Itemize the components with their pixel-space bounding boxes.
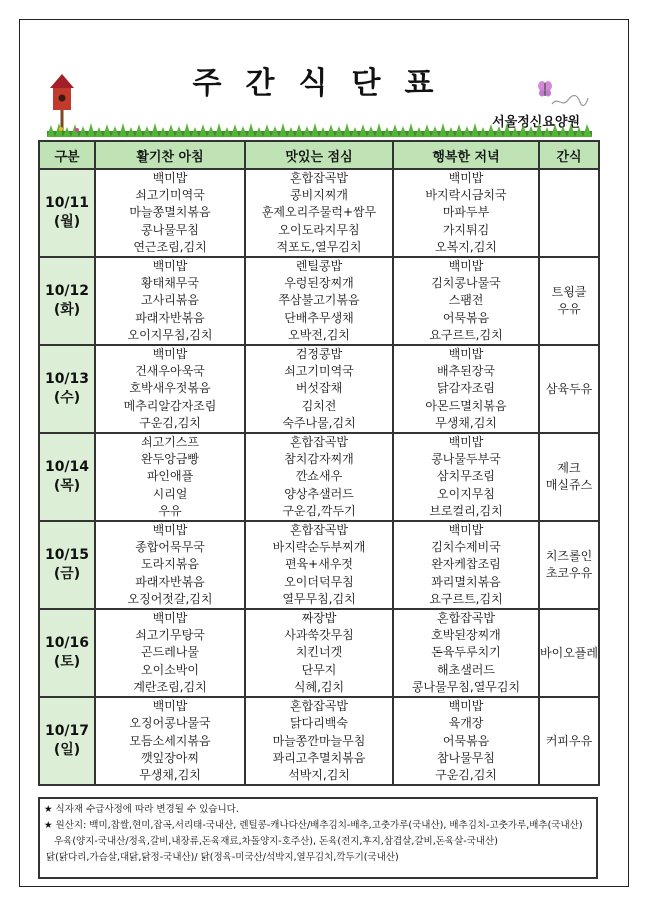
col-header-day: 구분 [39, 141, 95, 169]
menu-item: 닭다리백숙 [290, 716, 348, 731]
breakfast-cell [95, 609, 245, 697]
menu-item: 요구르트,김치 [429, 327, 503, 342]
table-row [39, 609, 599, 697]
menu-item: 숙주나물,김치 [282, 415, 356, 430]
dinner-cell [393, 169, 539, 257]
menu-item: 쇠고기무탕국 [135, 628, 205, 643]
menu-item: 오복지,김치 [435, 239, 497, 254]
menu-item: 마파두부 [442, 205, 490, 220]
weekday-label: (수) [53, 390, 81, 407]
col-header-snack: 간식 [539, 141, 599, 169]
menu-item: 콩나물무침,열무김치 [411, 679, 521, 694]
menu-item: 식혜,김치 [293, 679, 345, 694]
date-label: 10/15 [44, 547, 90, 564]
breakfast-cell [95, 257, 245, 345]
menu-item: 혼합잡곡밥 [290, 523, 348, 538]
snack-item: 매실쥬스 [545, 478, 593, 493]
day-cell [39, 257, 95, 345]
menu-item: 깻잎장아찌 [141, 750, 199, 765]
menu-item: 석박지,김치 [288, 767, 350, 782]
snack-cell [539, 521, 599, 609]
menu-item: 우렁된장찌개 [284, 276, 354, 291]
menu-item: 배추된장국 [437, 364, 495, 379]
snack-item: 트윙클 [551, 285, 587, 300]
menu-item: 쭈삼불고기볶음 [278, 293, 360, 308]
menu-item: 해초샐러드 [437, 662, 495, 677]
menu-item: 완자케찹조림 [431, 557, 501, 572]
date-label: 10/12 [44, 283, 90, 300]
weekday-label: (금) [53, 566, 81, 583]
menu-item: 돈육두루치기 [431, 645, 501, 660]
date-label: 10/17 [44, 723, 90, 740]
menu-item: 시리얼 [152, 486, 188, 501]
menu-item: 혼합잡곡밥 [290, 435, 348, 450]
organization-name: 서울정신요양원 [492, 115, 580, 130]
snack-item: 우유 [557, 302, 581, 317]
menu-item: 스팸전 [448, 293, 484, 308]
menu-item: 마늘쫑깐마늘무침 [272, 733, 366, 748]
snack-cell [539, 697, 599, 785]
menu-item: 백미밥 [448, 523, 484, 538]
menu-item: 바지락시금치국 [425, 188, 507, 203]
header-row [39, 141, 599, 169]
note-line: ★ 식자재 수급사정에 따라 변경될 수 있습니다. [44, 804, 239, 815]
breakfast-cell [95, 345, 245, 433]
menu-item: 오이더덕무침 [284, 574, 354, 589]
menu-item: 무생채,김치 [435, 415, 497, 430]
weekday-label: (목) [53, 478, 81, 495]
breakfast-cell [95, 521, 245, 609]
note-line: ★ 원산지: 백미,찹쌀,현미,잡곡,서리태-국내산, 렌틸콩-캐나다산/배추김치-배추,고춧가루(국내산), 배추김치-고춧가루,배추(국내산) [44, 820, 583, 831]
weekday-label: (월) [53, 214, 81, 230]
table-row [39, 257, 599, 345]
menu-item: 삼치무조림 [437, 469, 495, 484]
col-header-breakfast: 활기찬 아침 [95, 141, 245, 169]
dinner-cell [393, 433, 539, 521]
snack-cell [539, 433, 599, 521]
menu-item: 단배추무생채 [284, 310, 354, 325]
menu-item: 오이지무침,김치 [127, 327, 213, 342]
snack-item: 커피우유 [545, 733, 593, 748]
flight-path-decoration [550, 92, 590, 108]
menu-item: 닭감자조림 [437, 381, 495, 396]
menu-item: 파인애플 [146, 469, 194, 484]
menu-item: 김치전 [301, 398, 337, 413]
day-cell [39, 433, 95, 521]
menu-item: 어묵볶음 [442, 733, 490, 748]
menu-item: 편육+새우젓 [284, 557, 353, 572]
lunch-cell [245, 433, 393, 521]
lunch-cell [245, 345, 393, 433]
menu-item: 고사리볶음 [141, 293, 199, 308]
note-line: 닭(닭다리,가슴살,대닭,닭정-국내산)/ 닭(정육-미국산/석박지,열무김치,깍두기(국내산) [46, 852, 399, 863]
menu-item: 적포도,열무김치 [276, 239, 362, 254]
menu-item: 쇠고기미역국 [135, 188, 205, 203]
menu-item: 김치콩나물국 [431, 276, 501, 291]
menu-item: 쇠고기미역국 [284, 364, 354, 379]
snack-cell [539, 257, 599, 345]
menu-item: 버섯잡채 [295, 381, 343, 396]
menu-item: 우유 [158, 503, 182, 518]
menu-item: 깐쇼새우 [295, 469, 343, 484]
menu-item: 종합어묵무국 [135, 540, 205, 555]
snack-item: 바이오플레 [540, 645, 598, 660]
day-cell [39, 697, 95, 785]
menu-item: 어묵볶음 [442, 310, 490, 325]
menu-item: 메추리알감자조림 [123, 398, 217, 413]
grass-decoration [47, 121, 592, 137]
menu-item: 콩나물두부국 [431, 452, 501, 467]
table-row [39, 521, 599, 609]
dinner-cell [393, 257, 539, 345]
menu-item: 구운김,김치 [139, 415, 201, 430]
menu-item: 요구르트,김치 [429, 591, 503, 606]
menu-item: 구운김,깍두기 [282, 503, 356, 518]
day-cell [39, 169, 95, 257]
menu-item: 사과쑥갓무침 [284, 628, 354, 643]
menu-item: 렌틸콩밥 [295, 259, 343, 274]
lunch-cell [245, 697, 393, 785]
date-label: 10/13 [44, 371, 90, 388]
lunch-cell [245, 257, 393, 345]
menu-item: 계란조림,김치 [133, 679, 207, 694]
table-row [39, 345, 599, 433]
note-line: 우육(양지-국내산/정육,갈비,내장류,돈육재료,차돌양지-호주산), 돈육(전지,후지,삼겹살,갈비,돈육살-국내산) [54, 836, 498, 847]
menu-item: 아몬드멸치볶음 [425, 398, 507, 413]
menu-item: 완두앙금빵 [141, 452, 199, 467]
breakfast-cell [95, 169, 245, 257]
menu-item: 콩나물무침 [141, 222, 199, 237]
menu-item: 오박전,김치 [288, 327, 350, 342]
table-row [39, 697, 599, 785]
menu-item: 양상추샐러드 [284, 486, 354, 501]
breakfast-cell [95, 433, 245, 521]
menu-item: 단무지 [301, 662, 337, 677]
col-header-lunch: 맛있는 점심 [245, 141, 393, 169]
snack-item: 초코우유 [545, 566, 593, 581]
day-cell [39, 521, 95, 609]
dinner-cell [393, 609, 539, 697]
menu-item: 백미밥 [448, 259, 484, 274]
snack-cell [539, 609, 599, 697]
snack-item: 삼육두유 [545, 381, 593, 396]
weekday-label: (화) [53, 302, 81, 319]
menu-item: 연근조림,김치 [133, 239, 207, 254]
menu-item: 꽈리멸치볶음 [431, 574, 501, 589]
table-row [39, 433, 599, 521]
menu-item: 육개장 [448, 716, 484, 731]
dinner-cell [393, 521, 539, 609]
day-cell [39, 609, 95, 697]
menu-item: 오이소박이 [141, 662, 199, 677]
menu-item: 바지락순두부찌개 [272, 540, 366, 555]
notes-box [38, 797, 598, 879]
menu-item: 백미밥 [448, 171, 484, 185]
menu-item: 백미밥 [152, 611, 188, 626]
menu-item: 오이지무침 [437, 486, 495, 501]
menu-item: 쇠고기스프 [141, 435, 199, 450]
page-title: 주간식단표 [192, 66, 458, 101]
menu-item: 백미밥 [152, 523, 188, 538]
menu-item: 백미밥 [448, 699, 484, 714]
menu-item: 호박된장찌개 [431, 628, 501, 643]
date-label: 10/14 [44, 459, 90, 476]
weekday-label: (토) [53, 654, 81, 671]
menu-item: 치킨너겟 [295, 645, 343, 660]
menu-item: 백미밥 [152, 347, 188, 362]
menu-item: 마늘쫑멸치볶음 [129, 205, 211, 220]
menu-item: 가지튀김 [442, 222, 490, 237]
menu-item: 검정콩밥 [295, 347, 343, 362]
menu-item: 백미밥 [152, 699, 188, 714]
menu-item: 구운김,김치 [435, 767, 497, 782]
menu-item: 김치수제비국 [431, 540, 501, 555]
menu-item: 곤드레나물 [141, 645, 199, 660]
menu-item: 참치감자찌개 [284, 452, 354, 467]
date-label: 10/11 [44, 195, 90, 211]
menu-item: 파래자반볶음 [135, 310, 205, 325]
menu-item: 혼합잡곡밥 [290, 699, 348, 714]
menu-item: 모듬소세지볶음 [129, 733, 211, 748]
menu-item: 백미밥 [448, 435, 484, 450]
menu-item: 콩비지찌개 [290, 188, 348, 203]
lunch-cell [245, 169, 393, 257]
menu-item: 오징어콩나물국 [129, 716, 211, 731]
menu-item: 백미밥 [448, 347, 484, 362]
menu-item: 브로컬리,김치 [429, 503, 503, 518]
weekday-label: (일) [53, 742, 81, 759]
menu-item: 꽈리고추멸치볶음 [272, 750, 366, 765]
snack-item: 제크 [557, 461, 581, 476]
menu-item: 파래자반볶음 [135, 574, 205, 589]
col-header-dinner: 행복한 저녁 [393, 141, 539, 169]
menu-item: 참나물무침 [437, 750, 495, 765]
menu-item: 백미밥 [152, 259, 188, 274]
menu-item: 오징어젓갈,김치 [127, 591, 213, 606]
table-row [39, 169, 599, 257]
menu-item: 무생채,김치 [139, 767, 201, 782]
menu-item: 열무무침,김치 [282, 591, 356, 606]
snack-cell [539, 169, 599, 257]
dinner-cell [393, 697, 539, 785]
menu-item: 훈제오리주물럭+쌈무 [261, 205, 377, 220]
breakfast-cell [95, 697, 245, 785]
menu-item: 건새우아욱국 [135, 364, 205, 379]
dinner-cell [393, 345, 539, 433]
menu-item: 혼합잡곡밥 [437, 611, 495, 626]
date-label: 10/16 [44, 635, 90, 652]
menu-item: 도라지볶음 [141, 557, 199, 572]
snack-item: 치즈롤인 [545, 549, 593, 564]
menu-item: 오이도라지무침 [278, 222, 360, 237]
weekly-menu-table [38, 140, 600, 786]
snack-cell [539, 345, 599, 433]
menu-item: 혼합잡곡밥 [290, 171, 348, 185]
lunch-cell [245, 521, 393, 609]
menu-item: 황태채무국 [141, 276, 199, 291]
menu-item: 백미밥 [152, 171, 188, 185]
day-cell [39, 345, 95, 433]
menu-item: 짜장밥 [301, 611, 337, 626]
menu-item: 호박새우젓볶음 [129, 381, 211, 396]
lunch-cell [245, 609, 393, 697]
